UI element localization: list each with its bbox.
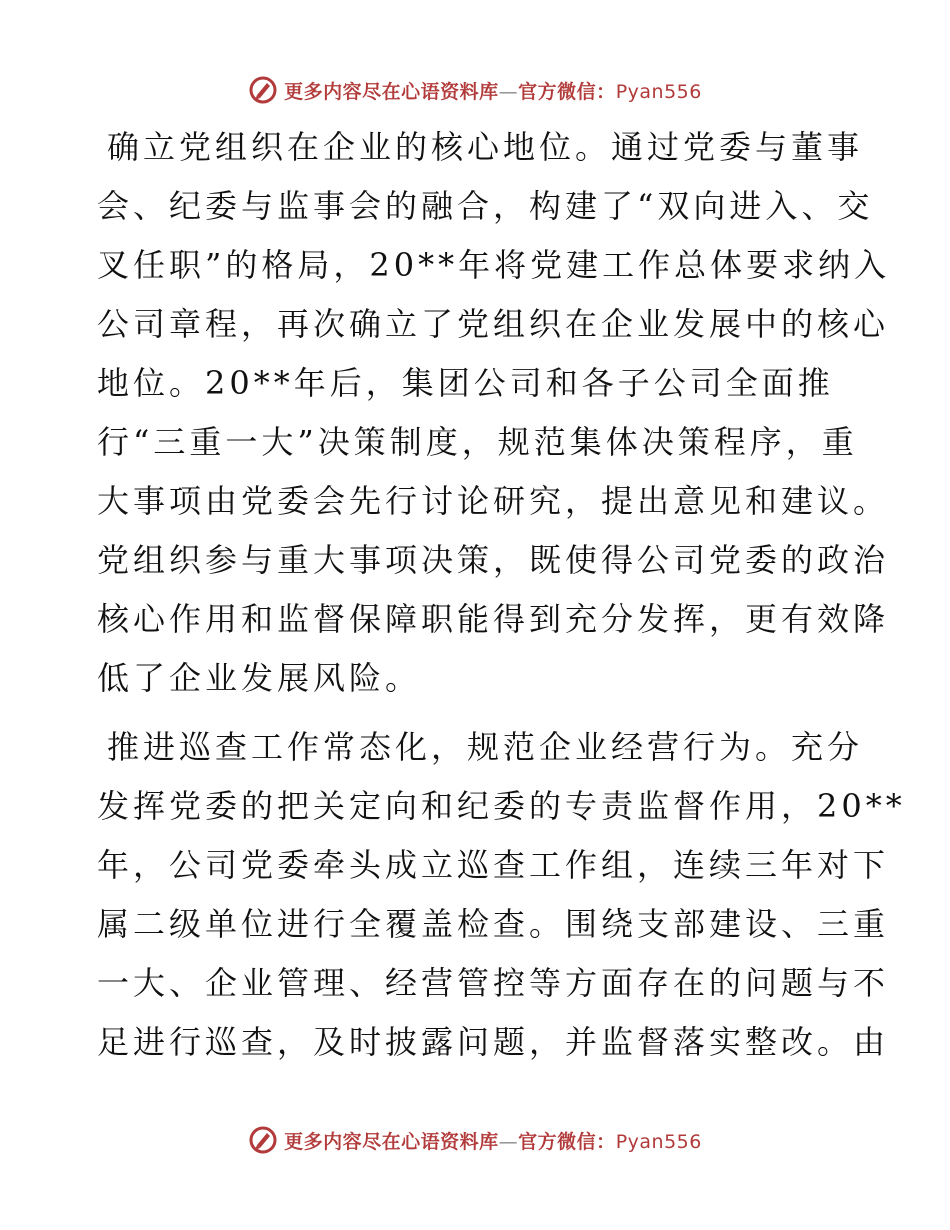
text-line: 核心作用和监督保障职能得到充分发挥，更有效降 xyxy=(97,600,890,638)
text-line: 行“三重一大”决策制度，规范集体决策程序，重 xyxy=(97,423,858,461)
text-line: 低了企业发展风险。 xyxy=(97,659,422,697)
text-line: 发挥党委的把关定向和纪委的专责监督作用，20** xyxy=(97,787,906,825)
text-line: 确立党组织在企业的核心地位。通过党委与董事 xyxy=(107,128,864,166)
document-body xyxy=(97,118,906,1072)
footer-watermark xyxy=(0,1120,950,1160)
text-line: 一大、企业管理、经营管控等方面存在的问题与不 xyxy=(97,964,890,1002)
paragraph-1 xyxy=(97,118,891,708)
text-line: 公司章程，再次确立了党组织在企业发展中的核心 xyxy=(97,305,890,343)
text-line: 党组织参与重大事项决策，既使得公司党委的政治 xyxy=(97,541,890,579)
pen-nib-logo-icon xyxy=(248,1125,278,1155)
pen-nib-logo-icon xyxy=(248,75,278,105)
text-line: 足进行巡查，及时披露问题，并监督落实整改。由 xyxy=(97,1023,890,1061)
text-line: 会、纪委与监事会的融合，构建了“双向进入、交 xyxy=(97,187,874,225)
text-line: 叉任职”的格局，20**年将党建工作总体要求纳入 xyxy=(97,246,891,284)
watermark-text: 更多内容尽在心语资料库—官方微信：Pyan556 xyxy=(284,80,702,103)
paragraph-2 xyxy=(97,718,906,1072)
text-line: 地位。20**年后，集团公司和各子公司全面推 xyxy=(97,364,834,402)
text-line: 推进巡查工作常态化，规范企业经营行为。充分 xyxy=(107,728,864,766)
text-line: 年，公司党委牵头成立巡查工作组，连续三年对下 xyxy=(97,846,890,884)
header-watermark xyxy=(0,70,950,110)
text-line: 属二级单位进行全覆盖检查。围绕支部建设、三重 xyxy=(97,905,890,943)
text-line: 大事项由党委会先行讨论研究，提出意见和建议。 xyxy=(97,482,890,520)
watermark-text: 更多内容尽在心语资料库—官方微信：Pyan556 xyxy=(284,1130,702,1153)
